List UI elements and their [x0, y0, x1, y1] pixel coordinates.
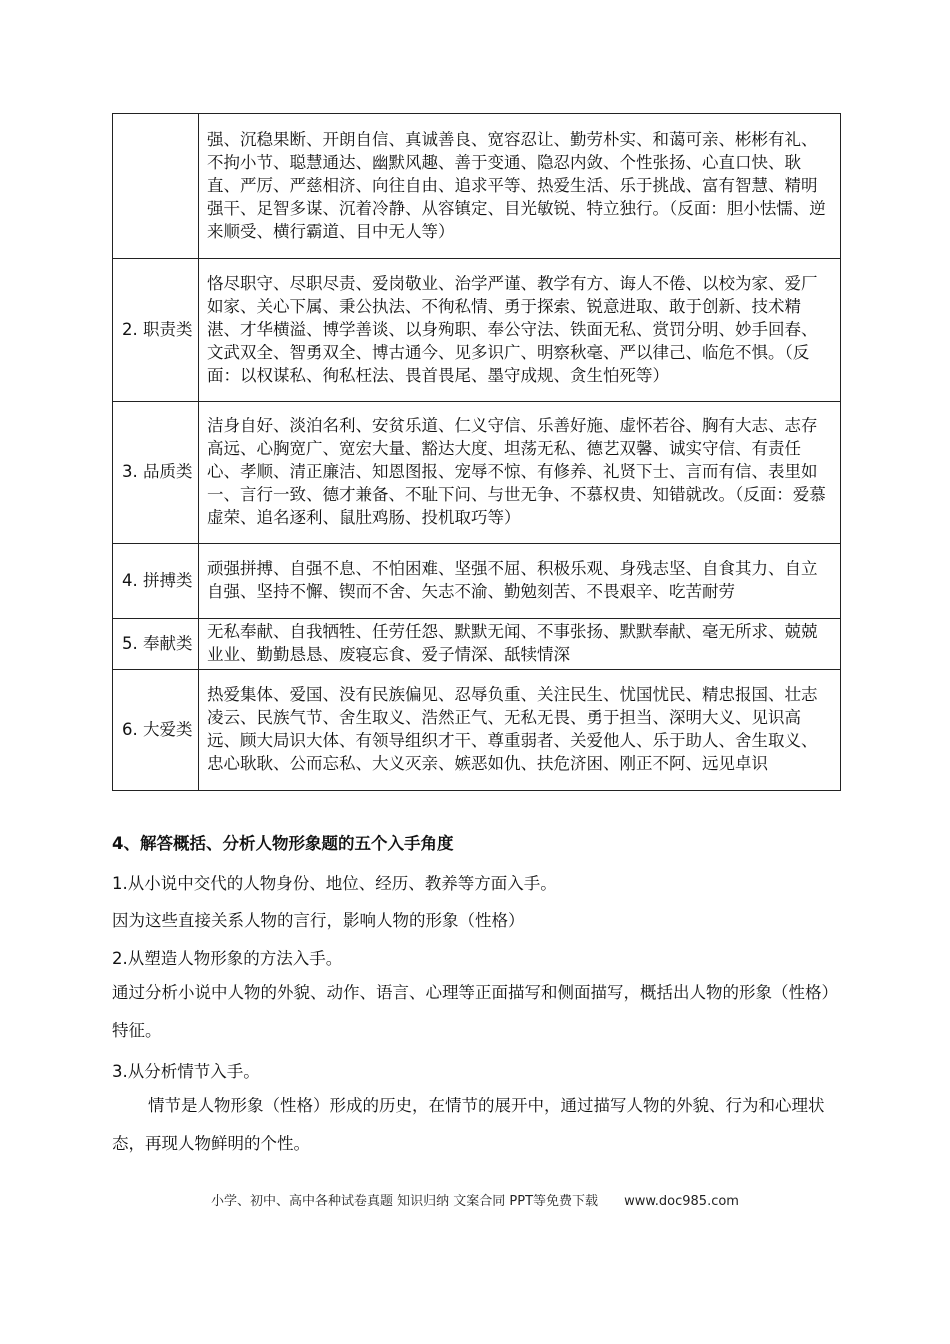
paragraph-explanation-1: 因为这些直接关系人物的言行，影响人物的形象（性格） [112, 911, 525, 930]
category-cell: 5. 奉献类 [113, 619, 199, 670]
category-cell: 3. 品质类 [113, 402, 199, 544]
table-row [113, 619, 841, 670]
table-row [113, 544, 841, 619]
category-cell: 4. 拼搏类 [113, 544, 199, 619]
character-trait-table [112, 113, 841, 791]
trait-list-cell: 顽强拼搏、自强不息、不怕困难、坚强不屈、积极乐观、身残志坚、自食其力、自立自强、坚持不懈、锲而不舍、矢志不渝、勤勉刻苦、不畏艰辛、吃苦耐劳 [199, 544, 841, 619]
footer-website-link[interactable]: www.doc985.com [624, 1194, 739, 1209]
trait-list-cell: 强、沉稳果断、开朗自信、真诚善良、宽容忍让、勤劳朴实、和蔼可亲、彬彬有礼、不拘小节、聪慧通达、幽默风趣、善于变通、隐忍内敛、个性张扬、心直口快、耿直、严厉、严慈相济、向往自由、追求平等、热爱生活、乐于挑战、富有智慧、精明强干、足智多谋、沉着冷静、从容镇定、目光敏锐、特立独行。（反面：胆小怯懦、逆来顺受、横行霸道、目中无人等） [199, 114, 841, 259]
paragraph-explanation-3: 情节是人物形象（性格）形成的历史，在情节的展开中，通过描写人物的外貌、行为和心理状态，再现人物鲜明的个性。 [112, 1096, 825, 1153]
category-cell: 2. 职责类 [113, 259, 199, 402]
category-cell [113, 114, 199, 259]
table-row [113, 114, 841, 259]
trait-list-cell: 恪尽职守、尽职尽责、爱岗敬业、治学严谨、教学有方、诲人不倦、以校为家、爱厂如家、关心下属、秉公执法、不徇私情、勇于探索、锐意进取、敢于创新、技术精湛、才华横溢、博学善谈、以身殉职、奉公守法、铁面无私、赏罚分明、妙手回春、文武双全、智勇双全、博古通今、见多识广、明察秋毫、严以律己、临危不惧。（反面：以权谋私、徇私枉法、畏首畏尾、墨守成规、贪生怕死等） [199, 259, 841, 402]
trait-list-cell: 洁身自好、淡泊名利、安贫乐道、仁义守信、乐善好施、虚怀若谷、胸有大志、志存高远、心胸宽广、宽宏大量、豁达大度、坦荡无私、德艺双馨、诚实守信、有责任心、孝顺、清正廉洁、知恩图报、宠辱不惊、有修养、礼贤下士、言而有信、表里如一、言行一致、德才兼备、不耻下问、与世无争、不慕权贵、知错就改。（反面：爱慕虚荣、追名逐利、鼠肚鸡肠、投机取巧等） [199, 402, 841, 544]
table-row [113, 402, 841, 544]
footer-text: 小学、初中、高中各种试卷真题 知识归纳 文案合同 PPT等免费下载 [211, 1194, 599, 1209]
table-row [113, 670, 841, 791]
section-heading: 4、解答概括、分析人物形象题的五个入手角度 [112, 834, 454, 853]
category-cell: 6. 大爱类 [113, 670, 199, 791]
paragraph-point-2: 2.从塑造人物形象的方法入手。 [112, 949, 343, 968]
paragraph-explanation-2: 通过分析小说中人物的外貌、动作、语言、心理等正面描写和侧面描写，概括出人物的形象（性格）特征。 [112, 983, 838, 1040]
paragraph-point-3: 3.从分析情节入手。 [112, 1062, 260, 1081]
trait-list-cell: 无私奉献、自我牺牲、任劳任怨、默默无闻、不事张扬、默默奉献、毫无所求、兢兢业业、勤勤恳恳、废寝忘食、爱子情深、舐犊情深 [199, 619, 841, 670]
page-footer [0, 1190, 950, 1209]
trait-list-cell: 热爱集体、爱国、没有民族偏见、忍辱负重、关注民生、忧国忧民、精忠报国、壮志凌云、民族气节、舍生取义、浩然正气、无私无畏、勇于担当、深明大义、见识高远、顾大局识大体、有领导组织才干、尊重弱者、关爱他人、乐于助人、舍生取义、忠心耿耿、公而忘私、大义灭亲、嫉恶如仇、扶危济困、刚正不阿、远见卓识 [199, 670, 841, 791]
table-row [113, 259, 841, 402]
paragraph-point-1: 1.从小说中交代的人物身份、地位、经历、教养等方面入手。 [112, 874, 557, 893]
